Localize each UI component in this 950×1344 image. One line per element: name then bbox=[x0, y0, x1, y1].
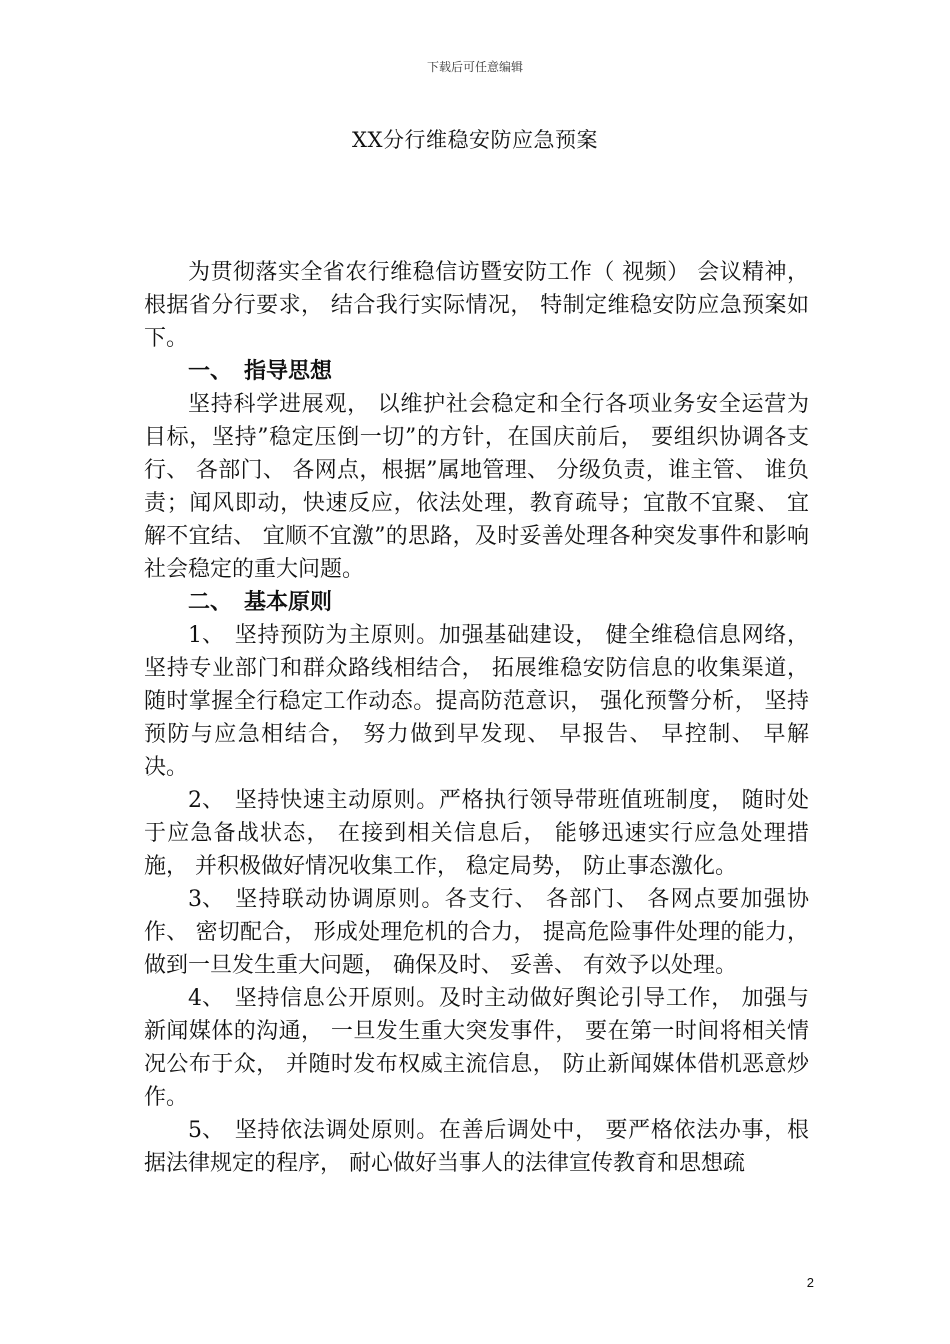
principle-item-4 bbox=[144, 982, 809, 1114]
item-text: 坚持预防为主原则。加强基础建设， 健全维稳信息网络，坚持专业部门和群众路线相结合， 拓展维稳安防信息的收集渠道，随时掌握全行稳定工作动态。提高防范意识， 强化预警分析， 坚持预防与应急相结合， 努力做到早发现、 早报告、 早控制、 早解决。 bbox=[144, 623, 809, 780]
section-heading-text: 指导思想 bbox=[244, 358, 333, 384]
section-heading-text: 基本原则 bbox=[244, 589, 333, 615]
document-body bbox=[144, 256, 809, 1180]
guiding-thought-paragraph: 坚持科学进展观， 以维护社会稳定和全行各项业务安全运营为目标，坚持”稳定压倒一切”的方针，在国庆前后， 要组织协调各支行、 各部门、 各网点，根据”属地管理、 分级负责，谁主管、 谁负责；闻风即动，快速反应，依法处理，教育疏导；宜散不宜聚、 宜解不宜结、 宜顺不宜激”的思路，及时妥善处理各种突发事件和影响社会稳定的重大问题。 bbox=[144, 392, 809, 582]
section-heading-basic-principles bbox=[144, 586, 809, 619]
section-number: 二、 bbox=[188, 589, 233, 615]
item-text: 坚持联动协调原则。各支行、 各部门、 各网点要加强协作、 密切配合， 形成处理危机的合力， 提高危险事件处理的能力， 做到一旦发生重大问题， 确保及时、 妥善、 有效予以处理。 bbox=[144, 887, 809, 978]
item-text: 坚持依法调处原则。在善后调处中， 要严格依法办事，根据法律规定的程序， 耐心做好当事人的法律宣传教育和思想疏 bbox=[144, 1118, 809, 1176]
header-note: 下载后可任意编辑 bbox=[426, 60, 523, 74]
principle-item-2 bbox=[144, 784, 809, 883]
item-text: 坚持快速主动原则。严格执行领导带班值班制度， 随时处于应急备战状态， 在接到相关信息后， 能够迅速实行应急处理措施， 并积极做好情况收集工作， 稳定局势， 防止事态激化。 bbox=[144, 788, 809, 879]
item-number: 1、 bbox=[188, 623, 224, 648]
item-number: 4、 bbox=[188, 986, 224, 1011]
page-number: 2 bbox=[806, 1275, 814, 1290]
principle-item-3 bbox=[144, 883, 809, 982]
section-heading-guiding-thought bbox=[144, 355, 809, 388]
item-text: 坚持信息公开原则。及时主动做好舆论引导工作， 加强与新闻媒体的沟通， 一旦发生重大突发事件， 要在第一时间将相关情况公布于众， 并随时发布权威主流信息， 防止新闻媒体借机恶意炒作。 bbox=[144, 986, 809, 1110]
principle-item-1 bbox=[144, 619, 809, 784]
document-title: XX分行维稳安防应急预案 bbox=[352, 128, 598, 152]
item-number: 2、 bbox=[188, 788, 224, 813]
item-number: 5、 bbox=[188, 1118, 224, 1143]
section-number: 一、 bbox=[188, 358, 233, 384]
principle-item-5 bbox=[144, 1114, 809, 1180]
item-number: 3、 bbox=[188, 887, 224, 912]
intro-paragraph: 为贯彻落实全省农行维稳信访暨安防工作（ 视频） 会议精神，根据省分行要求， 结合我行实际情况， 特制定维稳安防应急预案如下。 bbox=[144, 260, 809, 351]
